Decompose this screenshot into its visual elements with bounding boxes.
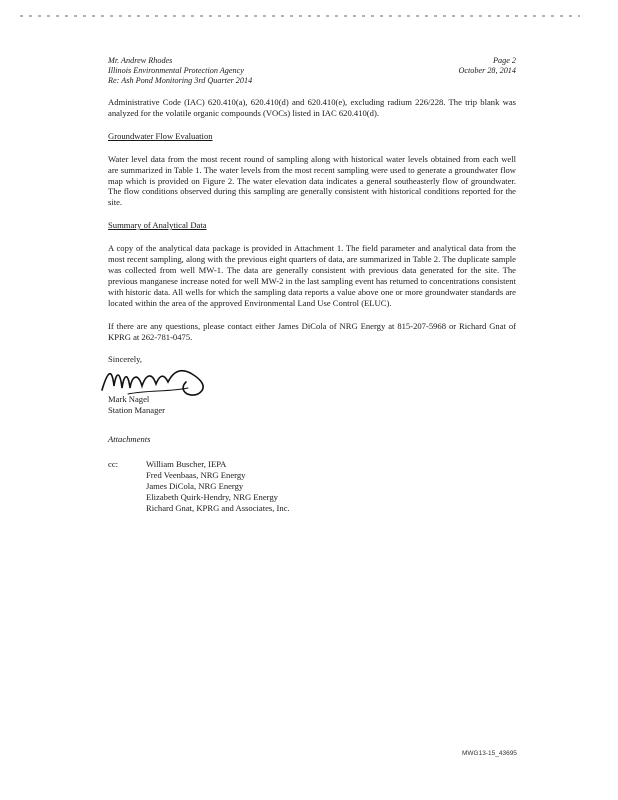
page-number: Page 2	[493, 56, 516, 65]
paragraph: Water level data from the most recent round of sampling along with historical water levels obtained from each well are summarized in Table 1. The water levels from the most recent sampling were used to generate a groundwater flow map which is provided on Figure 2. The water elevation data indicates a general southeasterly flow of groundwater. The flow conditions observed during this sampling are generally consistent with historical conditions reported for the site.	[108, 153, 516, 208]
cc-recipient: James DiCola, NRG Energy	[146, 481, 244, 492]
cc-recipient: Richard Gnat, KPRG and Associates, Inc.	[146, 502, 290, 513]
cc-list	[146, 459, 516, 514]
letter-date: October 28, 2014	[458, 66, 516, 75]
section-heading: Summary of Analytical Data	[108, 220, 207, 231]
letter-header	[108, 56, 516, 86]
cc-recipient: Elizabeth Quirk-Hendry, NRG Energy	[146, 492, 278, 503]
signature-block	[108, 354, 516, 422]
re-line: Re: Ash Pond Monitoring 3rd Quarter 2014	[108, 76, 253, 85]
salutation: Sincerely,	[108, 354, 143, 365]
scan-artifact	[20, 15, 580, 17]
signer-title: Station Manager	[108, 405, 166, 416]
attachments-label: Attachments	[108, 434, 151, 445]
agency: Illinois Environmental Protection Agency	[108, 66, 244, 75]
letter-body	[108, 97, 516, 514]
recipient: Mr. Andrew Rhodes	[108, 56, 173, 65]
intro-paragraph: Administrative Code (IAC) 620.410(a), 620.410(d) and 620.410(e), excluding radium 226/228. The trip blank was analyzed for the volatile organic compounds (VOCs) listed in IAC 620.410(d).	[108, 97, 516, 118]
closing-paragraph: If there are any questions, please contact either James DiCola of NRG Energy at 815-207-5968 or Richard Gnat of KPRG at 262-781-0475.	[108, 320, 516, 342]
document-id: MWG13-15_43695	[462, 750, 517, 757]
cc-recipient: William Buscher, IEPA	[146, 459, 227, 470]
signer-name: Mark Nagel	[108, 394, 150, 405]
section-heading: Groundwater Flow Evaluation	[108, 130, 213, 141]
paragraph: A copy of the analytical data package is provided in Attachment 1. The field parameter and analytical data from the most recent sampling, along with the previous eight quarters of data, are summarized in Table 2. The duplicate sample was collected from well MW-1. The data are generally consistent with previous data generated for the site. The previous manganese increase noted for well MW-2 in the last sampling event has returned to concentrations consistent with historic data. All wells for which the sampling data reports a value above one or more groundwater standards are located within the area of the approved Environmental Land Use Control (ELUC).	[108, 243, 516, 308]
cc-label: cc:	[108, 459, 119, 470]
cc-recipient: Fred Veenbaas, NRG Energy	[146, 470, 246, 481]
cc-block	[108, 459, 516, 514]
